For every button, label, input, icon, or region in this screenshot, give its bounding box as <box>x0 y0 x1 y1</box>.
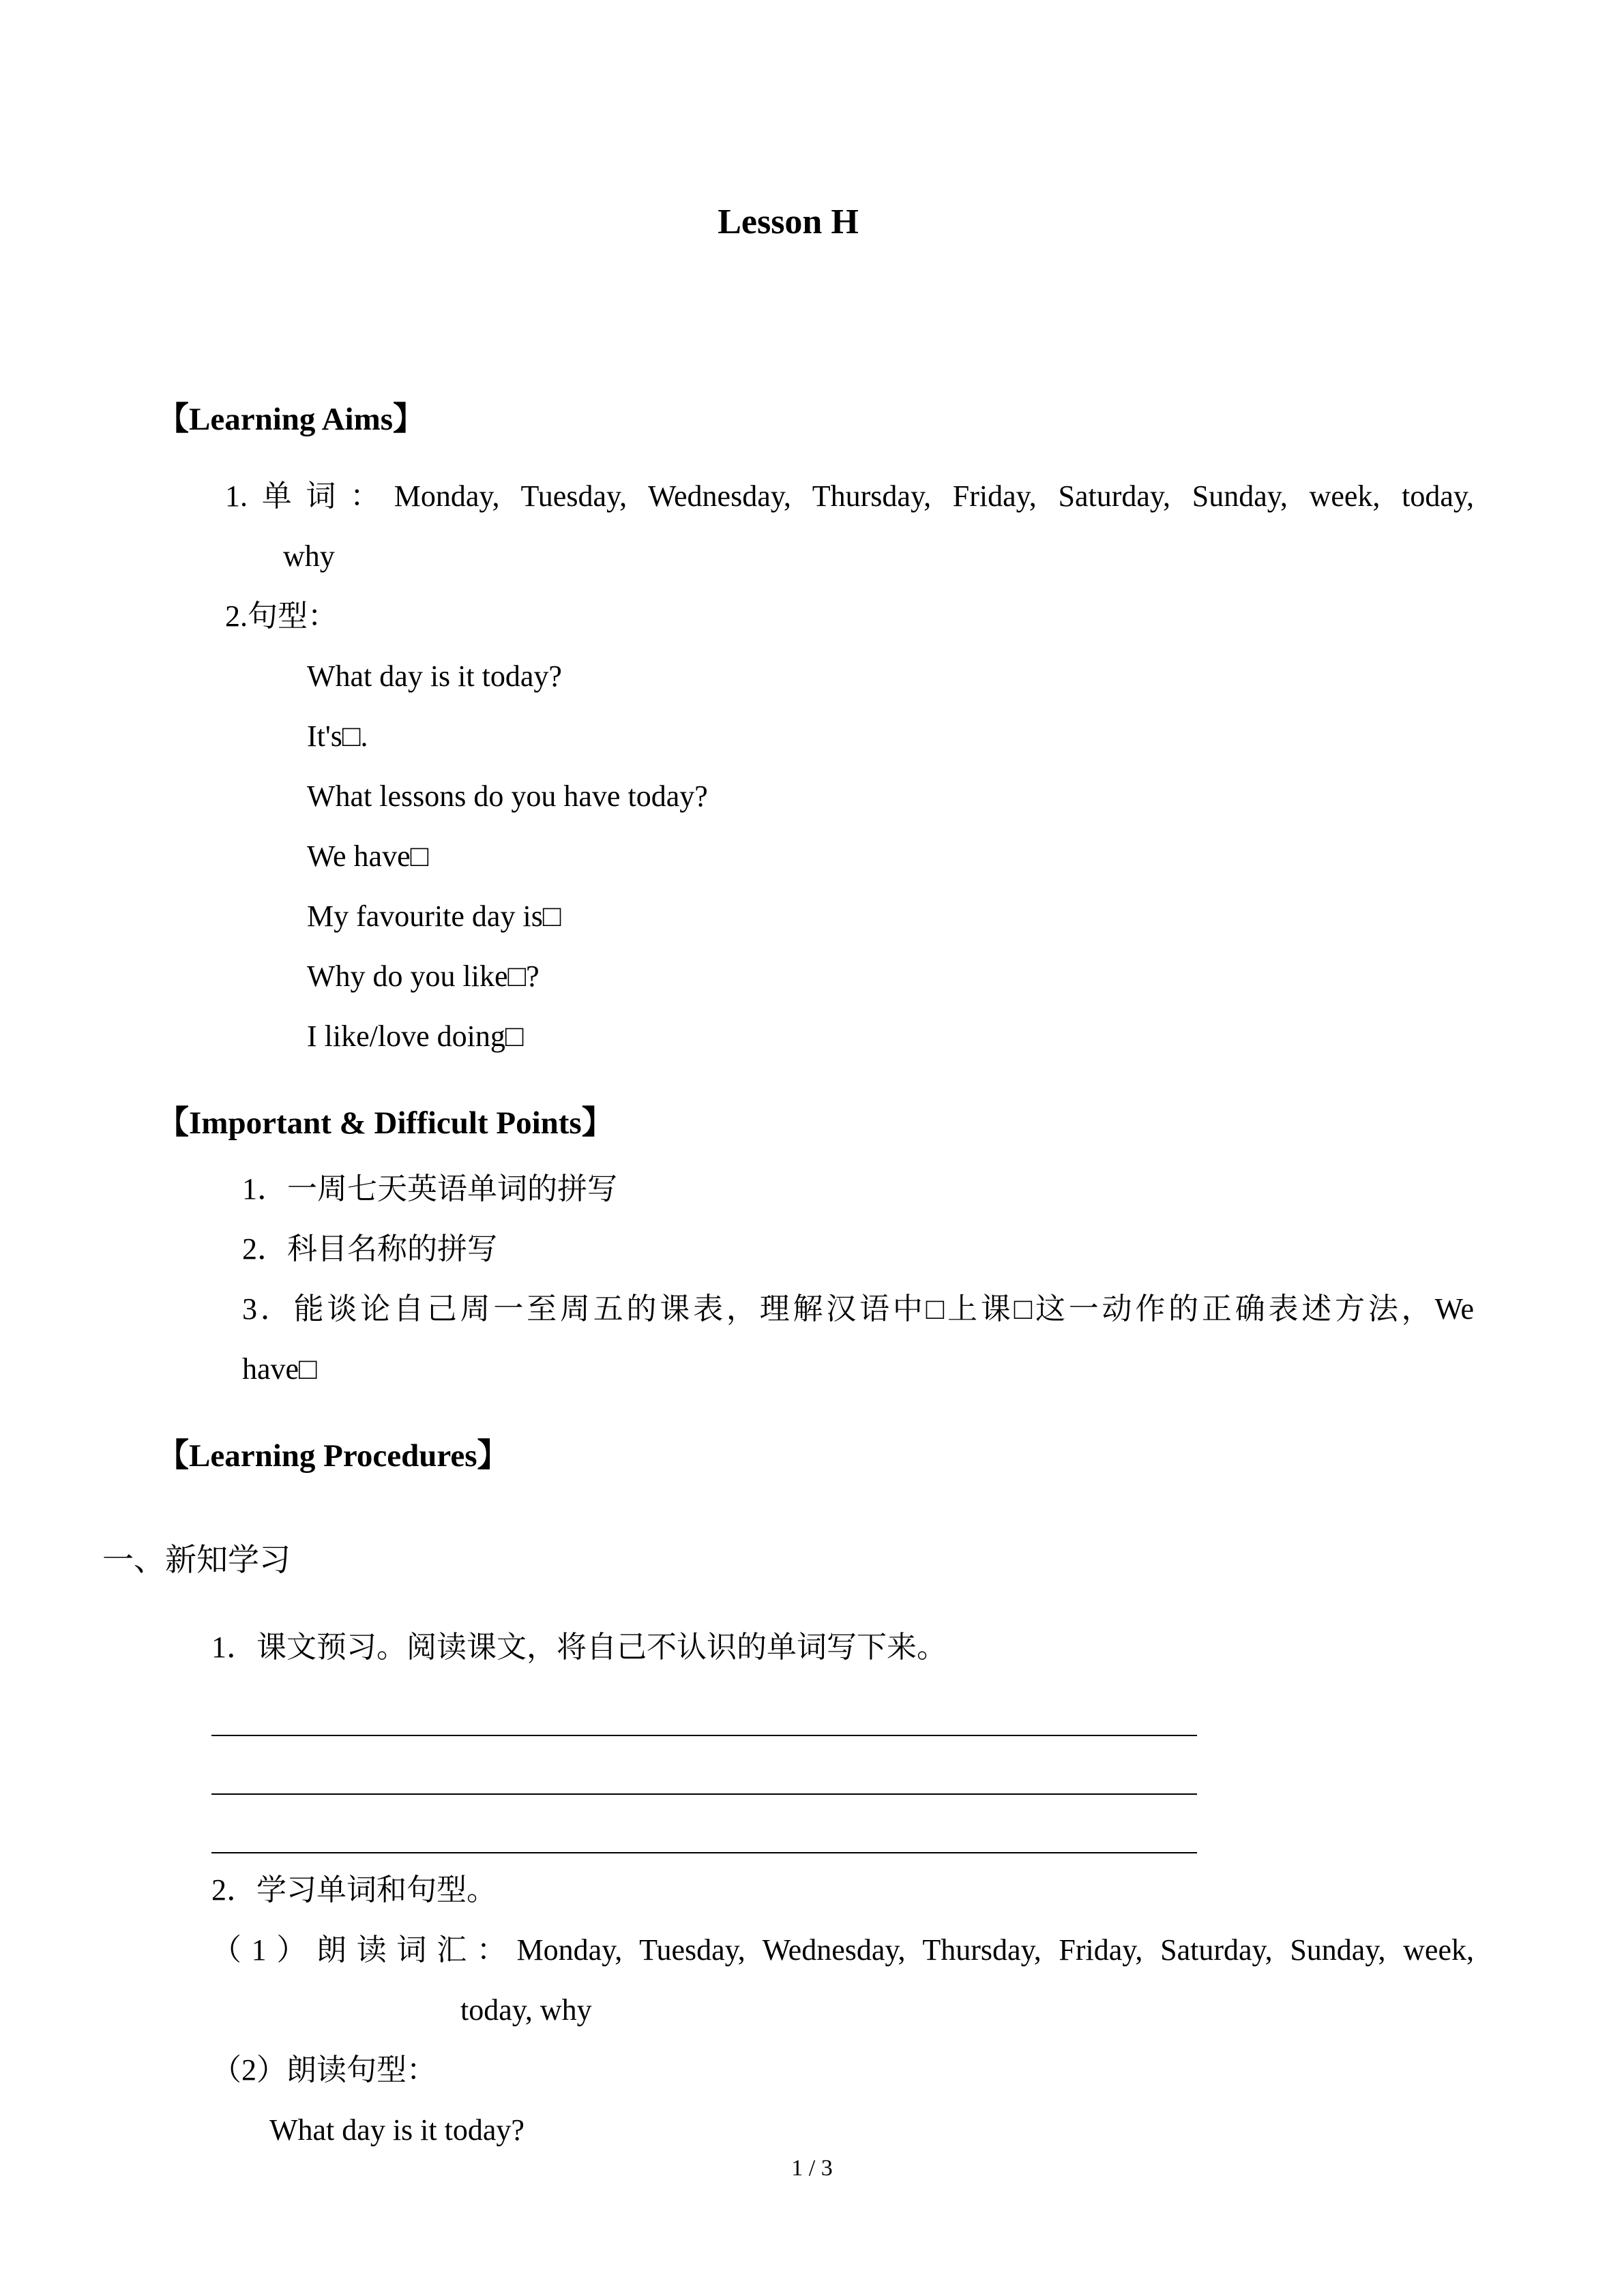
aims-sentence-7: I like/love doing□ <box>307 1019 524 1053</box>
aims-sentence-4: We have□ <box>307 839 429 873</box>
aims-item-1-line-1: 1.单词：Monday, Tuesday, Wednesday, Thursday, Friday, Saturday, Sunday, week, today, <box>225 479 1474 513</box>
blank-writing-line-2 <box>211 1736 1197 1795</box>
aims-sentence-6: Why do you like□? <box>307 959 540 993</box>
aims-sentence-1: What day is it today? <box>307 659 562 693</box>
important-points-heading: 【Important & Difficult Points】 <box>157 1105 614 1141</box>
procedures-substep-1-line-1: （1）朗读词汇：Monday, Tuesday, Wednesday, Thursday, Friday, Saturday, Sunday, week, <box>211 1933 1474 1967</box>
learning-aims-section <box>102 400 1474 1066</box>
aims-item-2: 2.句型： <box>225 599 338 633</box>
important-point-1: 1．一周七天英语单词的拼写 <box>242 1172 617 1206</box>
aims-sentence-5: My favourite day is□ <box>307 899 561 933</box>
important-point-3-line-1: 3．能谈论自己周一至周五的课表，理解汉语中□上课□这一动作的正确表述方法，We <box>242 1292 1474 1326</box>
important-point-2: 2．科目名称的拼写 <box>242 1232 497 1266</box>
aims-sentence-2: It's□. <box>307 719 368 753</box>
procedures-step-2: 2．学习单词和句型。 <box>211 1873 497 1907</box>
procedures-substep-1-line-2: today, why <box>460 1993 592 2027</box>
important-points-section <box>102 1104 1474 1399</box>
learning-aims-heading: 【Learning Aims】 <box>157 402 426 438</box>
blank-writing-line-1 <box>211 1678 1197 1736</box>
aims-sentence-3: What lessons do you have today? <box>307 779 708 813</box>
learning-procedures-heading: 【Learning Procedures】 <box>157 1438 510 1474</box>
page-number: 1 / 3 <box>791 2156 833 2181</box>
aims-item-1-line-2: why <box>283 539 335 573</box>
procedures-part-1-title: 一、新知学习 <box>102 1542 291 1577</box>
important-point-3-line-2: have□ <box>242 1352 317 1386</box>
procedures-substep-2: （2）朗读句型： <box>211 2053 437 2087</box>
blank-writing-line-3 <box>211 1795 1197 1853</box>
document-title: Lesson H <box>718 203 859 241</box>
procedures-step-1: 1．课文预习。阅读课文，将自己不认识的单词写下来。 <box>211 1630 947 1664</box>
procedures-sentence: What day is it today? <box>269 2113 525 2147</box>
learning-procedures-section <box>102 1437 1474 2160</box>
